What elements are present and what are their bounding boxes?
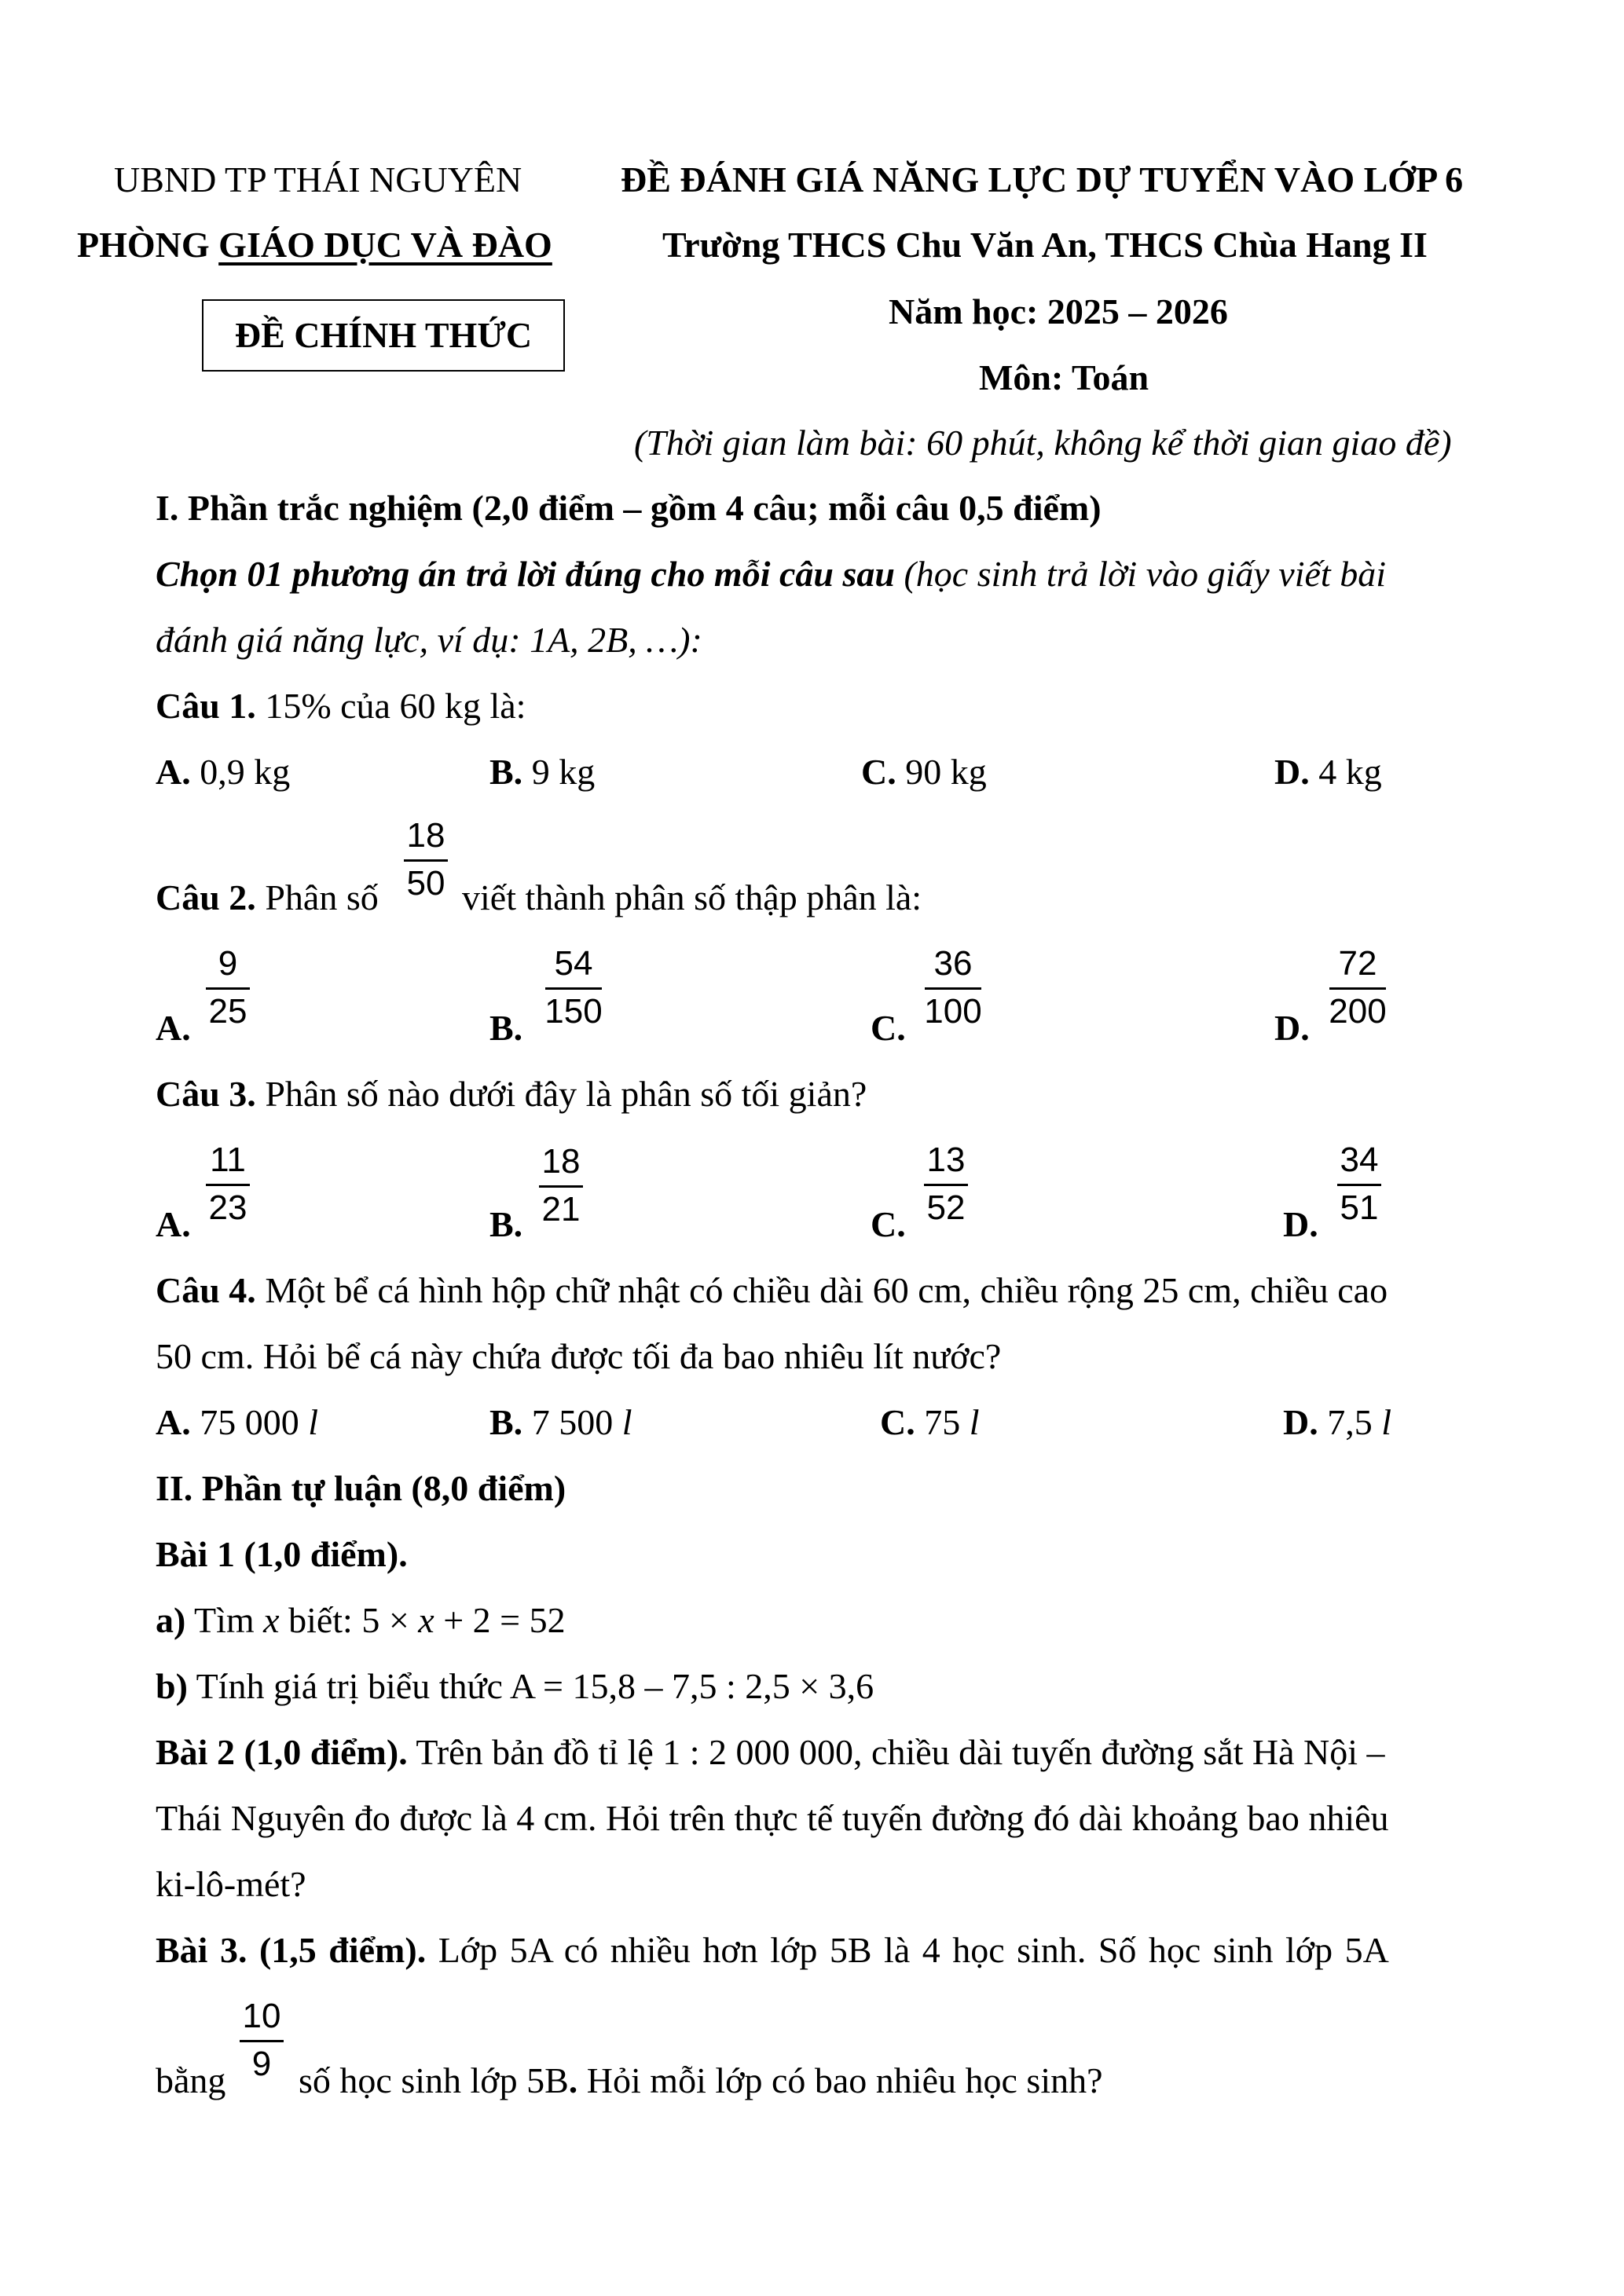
question-4-line-1 <box>156 1270 1388 1310</box>
part-1-title: I. Phần trắc nghiệm (2,0 điểm – gồm 4 câu; mỗi câu 0,5 điểm) <box>156 488 1102 528</box>
question-4-label: Câu 4. <box>156 1270 256 1310</box>
fraction-numerator: 54 <box>554 944 593 983</box>
department-name <box>77 227 552 263</box>
q4-option-b <box>489 1404 632 1441</box>
bai-3-text-before: bằng <box>156 2060 226 2100</box>
q1-option-b <box>489 754 595 790</box>
bai-3-text-after: số học sinh lớp 5B <box>299 2060 569 2100</box>
question-2 <box>156 877 379 917</box>
instruction-line-1 <box>156 556 1386 592</box>
bai-1-part-a <box>156 1602 566 1639</box>
agency-name: UBND TP THÁI NGUYÊN <box>114 159 522 200</box>
bai-3-fraction <box>230 1999 293 2082</box>
fraction-denominator: 52 <box>926 1188 966 1227</box>
q2-option-d-key: D. <box>1274 1008 1310 1048</box>
q3-option-a-key: A. <box>156 1204 191 1244</box>
q1-option-c <box>861 754 987 790</box>
option-unit: l <box>308 1402 319 1442</box>
exam-title: ĐỀ ĐÁNH GIÁ NĂNG LỰC DỰ TUYỂN VÀO LỚP 6 <box>621 159 1464 200</box>
q1-option-d <box>1274 754 1382 790</box>
q4-option-a <box>156 1404 318 1441</box>
q1-option-a <box>156 754 290 790</box>
instruction-bold: Chọn 01 phương án trả lời đúng cho mỗi câu sau <box>156 554 895 594</box>
q3-option-c-fraction <box>915 1143 977 1225</box>
option-key: B. <box>489 752 523 792</box>
question-2-text-after: viết thành phân số thập phân là: <box>462 877 922 917</box>
option-key: A. <box>156 752 191 792</box>
q2-option-d-fraction <box>1320 944 1395 1031</box>
fraction-numerator: 9 <box>218 944 238 983</box>
fraction-numerator: 10 <box>242 1997 281 2035</box>
fraction-numerator: 36 <box>933 944 973 983</box>
q3-option-d-fraction <box>1328 1143 1391 1225</box>
option-text: 75 <box>915 1402 970 1442</box>
question-3 <box>156 1076 867 1112</box>
question-2-label: Câu 2. <box>156 877 256 917</box>
variable-x: x <box>418 1600 434 1640</box>
option-text: 4 kg <box>1309 752 1382 792</box>
bai-3-title: Bài 3. (1,5 điểm). <box>156 1930 427 1970</box>
bai-2-line-2: Thái Nguyên đo được là 4 cm. Hỏi trên thực tế tuyến đường đó dài khoảng bao nhiêu <box>156 1798 1389 1838</box>
fraction-denominator: 9 <box>251 2045 272 2083</box>
fraction-denominator: 200 <box>1329 992 1387 1031</box>
option-text: 75 000 <box>190 1402 309 1442</box>
option-text: 0,9 kg <box>190 752 291 792</box>
q2-option-a-fraction <box>196 944 259 1031</box>
time-note: (Thời gian làm bài: 60 phút, không kể thời gian giao đề) <box>634 423 1452 463</box>
option-text: 7,5 <box>1318 1402 1382 1442</box>
fraction-denominator: 21 <box>541 1190 581 1229</box>
q3-option-c-key: C. <box>871 1204 906 1244</box>
option-unit: l <box>969 1402 980 1442</box>
bai-3-question: Hỏi mỗi lớp có bao nhiêu học sinh? <box>577 2060 1103 2100</box>
q4-option-c <box>880 1404 980 1441</box>
department-underlined: GIÁO DỤC VÀ ĐÀO <box>218 225 552 265</box>
option-unit: l <box>1381 1402 1392 1442</box>
fraction-denominator: 150 <box>544 992 603 1031</box>
school-year: Năm học: 2025 – 2026 <box>889 291 1228 331</box>
q2-option-c-fraction <box>915 944 991 1031</box>
bai-3-text: Lớp 5A có nhiều hơn lớp 5B là 4 học sinh. Số học sinh lớp 5A <box>426 1930 1389 1970</box>
option-text: 7 500 <box>522 1402 622 1442</box>
q3-option-b-fraction <box>530 1144 592 1227</box>
option-text: 90 kg <box>896 752 987 792</box>
bai-2-text: Trên bản đồ tỉ lệ 1 : 2 000 000, chiều dài tuyến đường sắt Hà Nội – <box>407 1732 1385 1772</box>
fraction-denominator: 100 <box>924 992 982 1031</box>
official-exam-box <box>202 299 565 372</box>
variable-x: x <box>263 1600 280 1640</box>
fraction-numerator: 18 <box>541 1142 581 1181</box>
question-2-text-before: Phân số <box>255 877 379 917</box>
department-prefix: PHÒNG <box>77 225 219 265</box>
question-3-text: Phân số nào dưới đây là phân số tối giản? <box>255 1074 867 1114</box>
part-b-text: Tính giá trị biểu thức A = 15,8 – 7,5 : 2,5 × 3,6 <box>187 1666 874 1706</box>
subject: Môn: Toán <box>979 357 1149 397</box>
part-a-text: biết: 5 × <box>279 1600 419 1640</box>
instruction-rest-1: (học sinh trả lời vào giấy viết bài <box>894 554 1386 594</box>
fraction-denominator: 51 <box>1340 1188 1379 1227</box>
bai-2-line-3: ki-lô-mét? <box>156 1864 306 1904</box>
question-4-text-1: Một bể cá hình hộp chữ nhật có chiều dài 60 cm, chiều rộng 25 cm, chiều cao <box>255 1270 1388 1310</box>
question-1 <box>156 688 526 724</box>
bai-3-line-2 <box>299 2060 1103 2100</box>
bai-2-line-1 <box>156 1734 1385 1771</box>
q2-option-b-key: B. <box>489 1008 523 1048</box>
option-key: D. <box>1283 1402 1318 1442</box>
bai-1-title: Bài 1 (1,0 điểm). <box>156 1534 408 1574</box>
part-a-text: Tìm <box>185 1600 264 1640</box>
option-unit: l <box>621 1402 632 1442</box>
option-key: B. <box>489 1402 523 1442</box>
part-a-text: + 2 = 52 <box>434 1600 566 1640</box>
fraction-numerator: 18 <box>406 816 445 855</box>
fraction-denominator: 25 <box>208 992 247 1031</box>
question-2-fraction <box>394 818 457 901</box>
bai-3-period: . <box>568 2060 578 2100</box>
option-key: A. <box>156 1402 191 1442</box>
q2-option-b-fraction <box>536 944 611 1031</box>
fraction-numerator: 34 <box>1340 1141 1379 1179</box>
bai-1-part-b <box>156 1668 874 1705</box>
option-text: 9 kg <box>522 752 596 792</box>
official-exam-label: ĐỀ CHÍNH THỨC <box>234 315 533 355</box>
question-4-line-2: 50 cm. Hỏi bể cá này chứa được tối đa bao nhiêu lít nước? <box>156 1336 1002 1376</box>
question-1-text: 15% của 60 kg là: <box>255 686 526 726</box>
q3-option-a-fraction <box>196 1143 259 1225</box>
option-key: C. <box>861 752 896 792</box>
part-a-label: a) <box>156 1600 186 1640</box>
q2-option-c-key: C. <box>871 1008 906 1048</box>
option-key: C. <box>880 1402 915 1442</box>
question-3-label: Câu 3. <box>156 1074 256 1114</box>
question-1-label: Câu 1. <box>156 686 256 726</box>
part-b-label: b) <box>156 1666 188 1706</box>
fraction-numerator: 72 <box>1338 944 1377 983</box>
fraction-numerator: 11 <box>210 1141 246 1179</box>
fraction-denominator: 50 <box>406 864 445 903</box>
q3-option-d-key: D. <box>1283 1204 1318 1244</box>
q2-option-a-key: A. <box>156 1008 191 1048</box>
bai-3-line-1 <box>156 1932 1389 1968</box>
instruction-line-2: đánh giá năng lực, ví dụ: 1A, 2B, …): <box>156 620 702 660</box>
bai-2-title: Bài 2 (1,0 điểm). <box>156 1732 408 1772</box>
q3-option-b-key: B. <box>489 1204 523 1244</box>
q4-option-d <box>1283 1404 1391 1441</box>
fraction-denominator: 23 <box>208 1188 247 1227</box>
school-names: Trường THCS Chu Văn An, THCS Chùa Hang II <box>662 225 1428 265</box>
fraction-numerator: 13 <box>926 1141 966 1179</box>
option-key: D. <box>1274 752 1310 792</box>
part-2-title: II. Phần tự luận (8,0 điểm) <box>156 1468 566 1508</box>
